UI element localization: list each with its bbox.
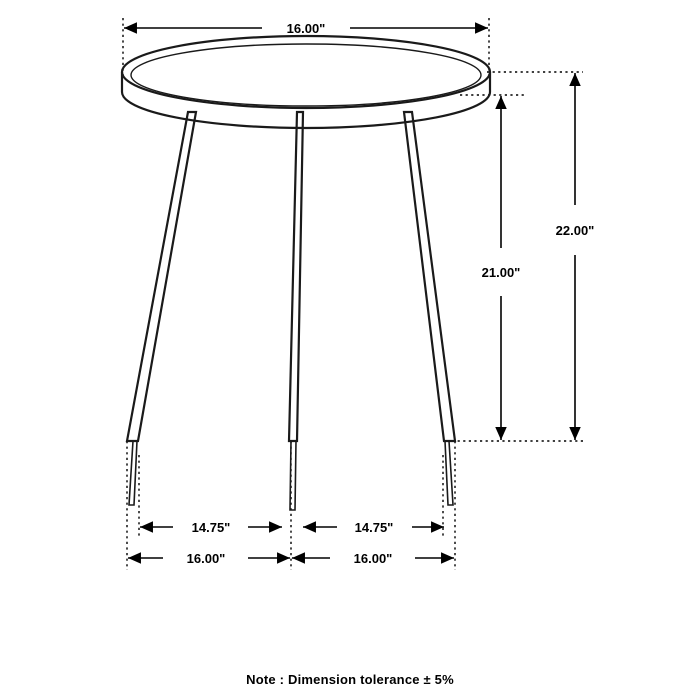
dim-leg-height-label: 21.00" — [481, 265, 521, 280]
dim-leg-span-right — [303, 520, 444, 535]
dim-top-width — [124, 21, 488, 36]
dim-top-width-label: 16.00" — [286, 21, 326, 36]
dim-base-span-left-label: 16.00" — [186, 551, 226, 566]
dim-leg-span-left — [140, 520, 282, 535]
table-object — [122, 36, 490, 510]
table-foot-right — [445, 441, 453, 505]
table-top-rim — [131, 44, 481, 106]
dim-overall-height — [556, 73, 595, 440]
dim-leg-span-left-label: 14.75" — [191, 520, 231, 535]
dim-base-span-right — [292, 551, 454, 566]
tolerance-note: Note : Dimension tolerance ± 5% — [246, 672, 454, 687]
table-top-edge — [122, 72, 490, 128]
dim-base-span-right-label: 16.00" — [353, 551, 393, 566]
dim-base-span-left — [128, 551, 290, 566]
table-foot-left — [129, 441, 137, 505]
table-foot-center — [290, 441, 296, 510]
table-leg-center — [289, 112, 303, 441]
dim-leg-height — [482, 96, 521, 440]
dim-overall-height-label: 22.00" — [555, 223, 595, 238]
table-leg-right — [404, 112, 455, 441]
table-top-surface — [122, 36, 490, 108]
dim-leg-span-right-label: 14.75" — [354, 520, 394, 535]
table-leg-left — [127, 112, 196, 441]
